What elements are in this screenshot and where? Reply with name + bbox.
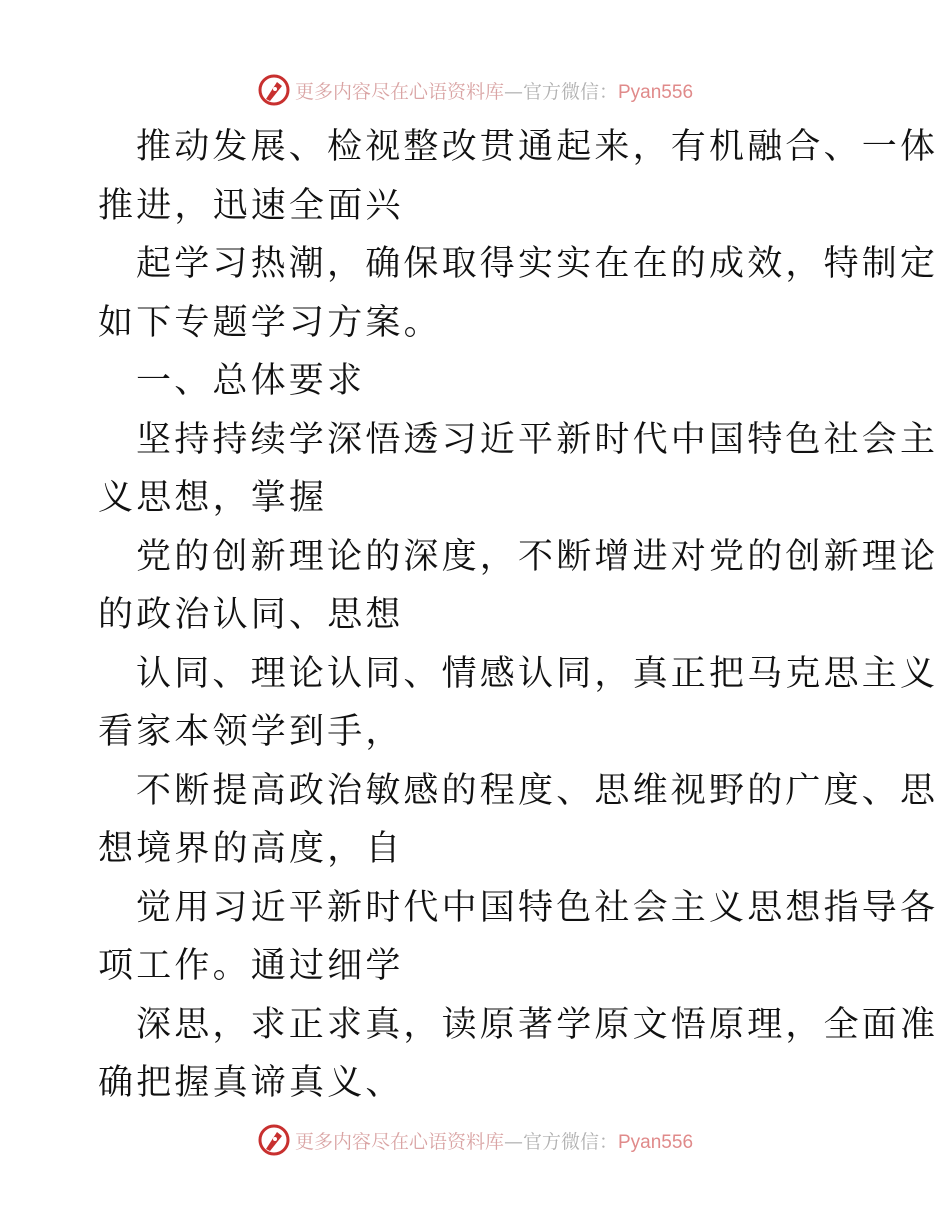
watermark-wechat-label: 官方微信：: [522, 80, 618, 103]
watermark-dash: —: [503, 1130, 523, 1153]
watermark-dash: —: [503, 80, 523, 103]
text-line: 推进，迅速全面兴: [98, 185, 404, 226]
pen-nib-circle-icon: [257, 73, 291, 107]
watermark-site-text: 更多内容尽在心语资料库: [294, 1130, 504, 1153]
text-line: 深思，求正求真，读原著学原文悟原理，全面准: [136, 1004, 939, 1045]
watermark-wechat-id: Pyan556: [618, 1131, 694, 1153]
watermark-site-text: 更多内容尽在心语资料库: [294, 80, 504, 103]
watermark-text: [295, 1127, 693, 1154]
text-line: 一、总体要求: [136, 361, 366, 401]
text-line: 认同、理论认同、情感认同，真正把马克思主义: [136, 653, 939, 694]
pen-nib-circle-icon: [257, 1123, 291, 1157]
footer-watermark: [0, 1122, 950, 1158]
document-body: [98, 118, 939, 1113]
text-line: 项工作。通过细学: [98, 946, 404, 986]
text-line: 义思想，掌握: [98, 478, 328, 518]
text-line: 党的创新理论的深度，不断增进对党的创新理论: [136, 536, 939, 577]
text-line: 坚持持续学深悟透习近平新时代中国特色社会主: [136, 419, 939, 460]
text-line: 想境界的高度，自: [98, 829, 404, 869]
text-line: 如下专题学习方案。: [98, 302, 442, 343]
text-line: 看家本领学到手，: [98, 712, 404, 752]
watermark-wechat-id: Pyan556: [618, 81, 694, 103]
text-line: 觉用习近平新时代中国特色社会主义思想指导各: [136, 887, 939, 928]
text-line: 的政治认同、思想: [98, 595, 404, 635]
watermark-text: [295, 77, 693, 104]
watermark-wechat-label: 官方微信：: [522, 1130, 618, 1153]
header-watermark: [0, 72, 950, 108]
text-line: 确把握真谛真义、: [98, 1063, 404, 1103]
text-line: 推动发展、检视整改贯通起来，有机融合、一体: [136, 127, 939, 167]
text-line: 起学习热潮，确保取得实实在在的成效，特制定: [136, 244, 939, 284]
text-line: 不断提高政治敏感的程度、思维视野的广度、思: [136, 770, 939, 811]
